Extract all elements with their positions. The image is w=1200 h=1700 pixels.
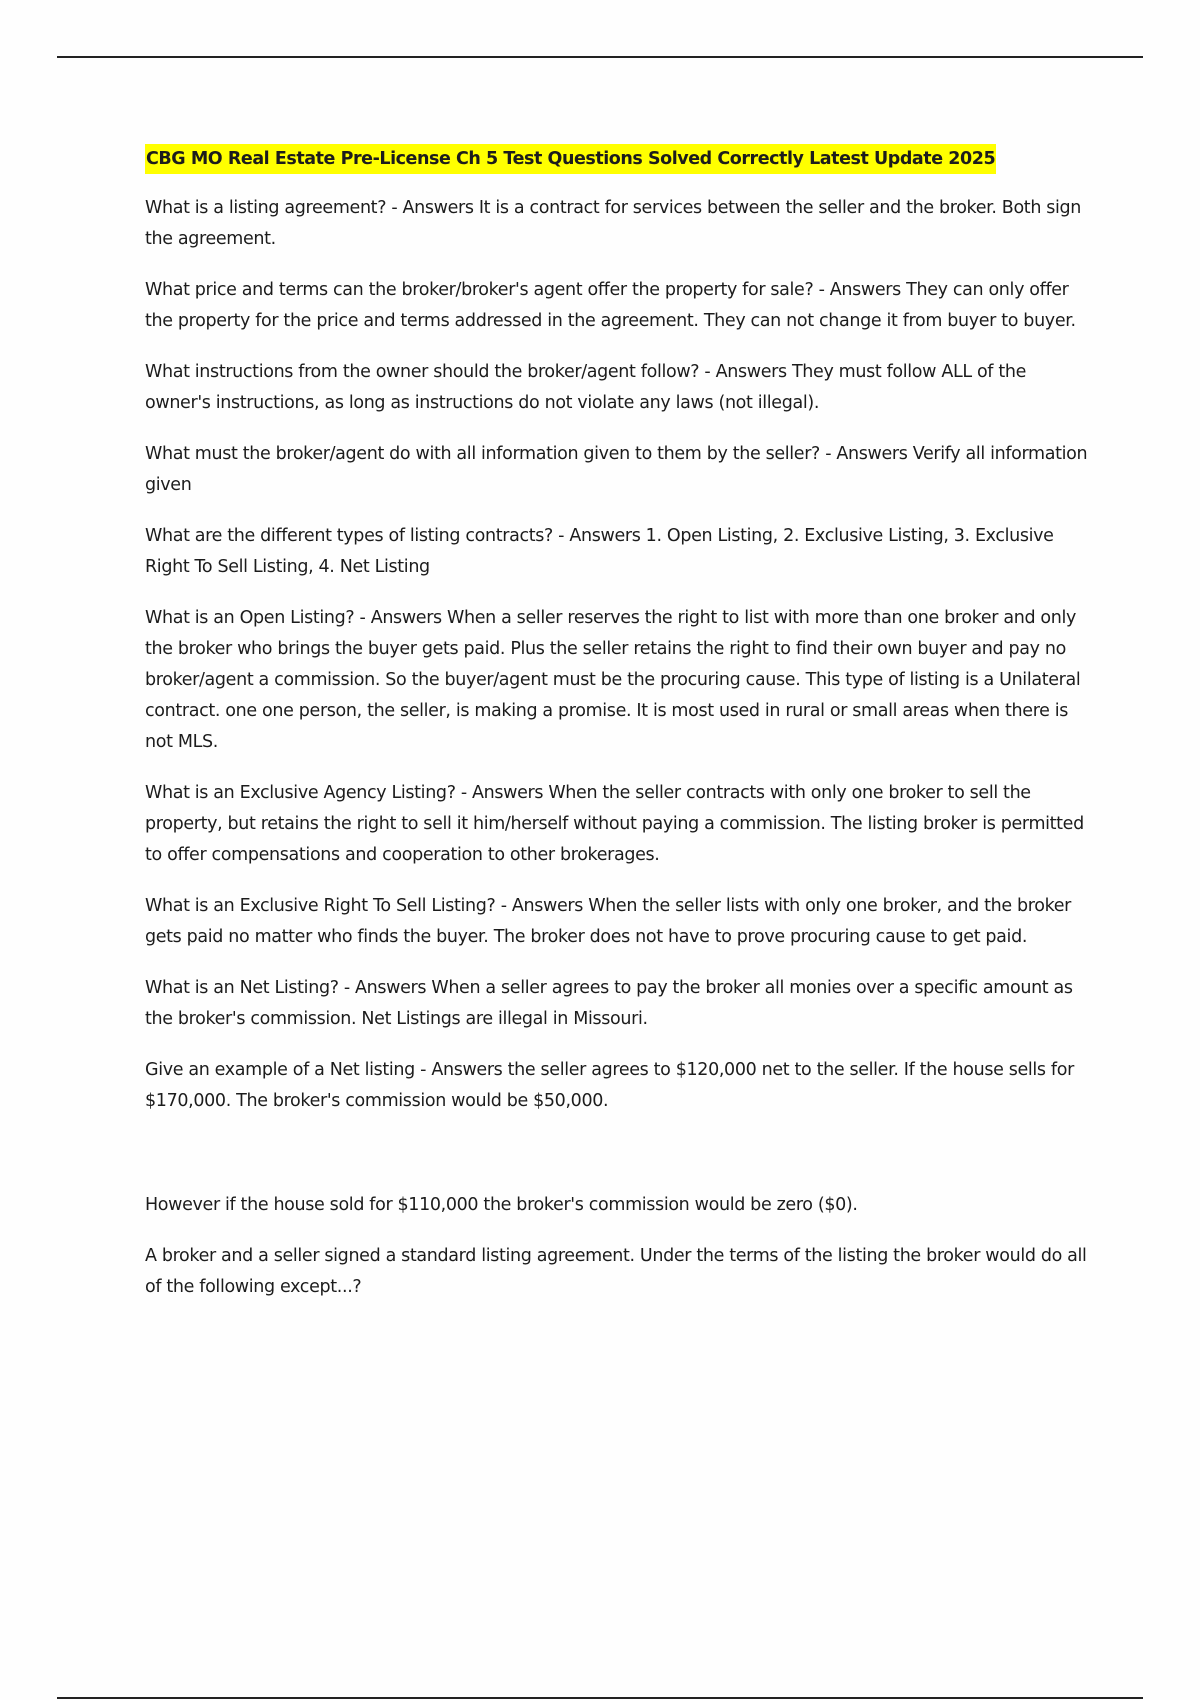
qa-exclusive-agency-listing: What is an Exclusive Agency Listing? - Answers When the seller contracts with only one broker to sell the property, but retains the right to sell it him/herself without paying a commission. The listing broker is permitted to offer compensations and cooperation to other brokerages. [145, 783, 1084, 865]
qa-listing-contract-types: What are the different types of listing contracts? - Answers 1. Open Listing, 2. Exclusive Listing, 3. Exclusive Right To Sell Listing, 4. Net Listing [145, 526, 1054, 577]
qa-standard-listing-except: A broker and a seller signed a standard listing agreement. Under the terms of the listing the broker would do all of the following except...? [145, 1246, 1087, 1297]
top-rule [57, 56, 1143, 58]
bottom-rule [57, 1697, 1143, 1699]
qa-owner-instructions: What instructions from the owner should the broker/agent follow? - Answers They must follow ALL of the owner's instructions, as long as instructions do not violate any laws (not illegal). [145, 362, 1027, 413]
qa-seller-information: What must the broker/agent do with all information given to them by the seller? - Answers Verify all information given [145, 444, 1088, 495]
qa-net-listing-example: Give an example of a Net listing - Answers the seller agrees to $120,000 net to the seller. If the house sells for $170,000. The broker's commission would be $50,000. [145, 1060, 1074, 1111]
document-body [145, 144, 1095, 1323]
qa-listing-agreement: What is a listing agreement? - Answers It is a contract for services between the seller and the broker. Both sign the agreement. [145, 198, 1082, 249]
qa-open-listing: What is an Open Listing? - Answers When a seller reserves the right to list with more than one broker and only the broker who brings the buyer gets paid. Plus the seller retains the right to find their own buyer and pay no broker/agent a commission. So the buyer/agent must be the procuring cause. This type of listing is a Unilateral contract. one one person, the seller, is making a promise. It is most used in rural or small areas when there is not MLS. [145, 608, 1081, 752]
qa-price-and-terms: What price and terms can the broker/broker's agent offer the property for sale? - Answers They can only offer the property for the price and terms addressed in the agreement. They can not change it from buyer to buyer. [145, 280, 1076, 331]
qa-net-listing: What is an Net Listing? - Answers When a seller agrees to pay the broker all monies over a specific amount as the broker's commission. Net Listings are illegal in Missouri. [145, 978, 1073, 1029]
document-title: CBG MO Real Estate Pre-License Ch 5 Test Questions Solved Correctly Latest Update 2025 [145, 144, 996, 174]
qa-exclusive-right-to-sell: What is an Exclusive Right To Sell Listing? - Answers When the seller lists with only one broker, and the broker gets paid no matter who finds the buyer. The broker does not have to prove procuring cause to get paid. [145, 896, 1072, 947]
title-line [145, 144, 1095, 174]
qa-net-listing-example-continued: However if the house sold for $110,000 the broker's commission would be zero ($0). [145, 1195, 858, 1215]
